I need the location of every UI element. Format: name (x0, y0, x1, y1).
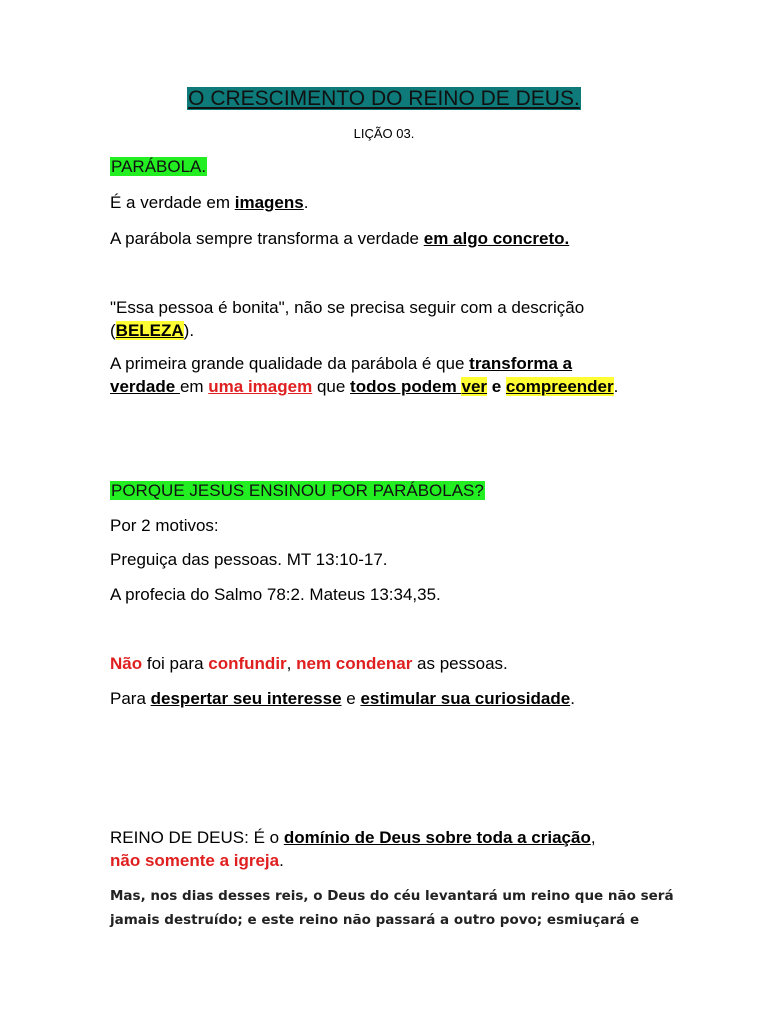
text-span: BELEZA (115, 321, 184, 340)
text-span: em (179, 377, 209, 396)
paragraph-line (110, 297, 584, 319)
text-span: A primeira grande qualidade da parábola é que (110, 354, 470, 373)
paragraph-line (110, 688, 575, 710)
text-span: que (312, 377, 351, 396)
paragraph-line (110, 192, 308, 214)
text-span: Por 2 motivos: (110, 516, 219, 535)
paragraph-line (110, 653, 508, 675)
paragraph-line (110, 320, 194, 342)
text-span: estimular sua curiosidade (360, 689, 571, 708)
paragraph-line (110, 549, 388, 571)
paragraph-line (110, 827, 596, 849)
paragraph-line (110, 228, 569, 250)
text-span: "Essa pessoa é bonita", não se precisa seguir com a descrição (110, 298, 585, 317)
section-heading-why-parables (110, 480, 485, 502)
text-span: domínio de Deus sobre toda a criação (283, 828, 591, 847)
text-span: ( (110, 321, 116, 340)
text-span: . (570, 689, 575, 708)
page-title (0, 86, 768, 112)
text-span: foi para (142, 654, 209, 673)
text-span: . (613, 377, 619, 396)
text-span: . (279, 851, 284, 870)
section-heading-parabola (110, 156, 207, 178)
text-span: ). (183, 321, 195, 340)
paragraph-line (110, 353, 572, 375)
text-span: , (286, 654, 297, 673)
lesson-subtitle: LIÇÃO 03. (353, 126, 415, 141)
text-span: , (590, 828, 596, 847)
text-span: A parábola sempre transforma a verdade (110, 229, 424, 248)
text-span: nem condenar (296, 654, 413, 673)
text-span: PORQUE JESUS ENSINOU POR PARÁBOLAS? (111, 481, 484, 500)
text-span: não somente a igreja (110, 851, 280, 870)
text-span: Para (110, 689, 151, 708)
text-span: despertar seu interesse (150, 689, 342, 708)
text-span: O CRESCIMENTO DO REINO DE DEUS. (188, 87, 580, 110)
text-span: Não (110, 654, 143, 673)
text-span: compreender (505, 377, 614, 396)
text-span: ver (461, 377, 488, 396)
text-span: verdade (110, 377, 180, 396)
text-span: transforma a (469, 354, 573, 373)
text-span: confundir (208, 654, 287, 673)
text-span: REINO DE DEUS: É o (110, 828, 284, 847)
scripture-quote-line: jamais destruído; e este reino não passará a outro povo; esmiuçará e (110, 912, 640, 928)
text-span: imagens (234, 193, 304, 212)
paragraph-line (110, 850, 284, 872)
paragraph-line (110, 515, 219, 537)
text-span: . (303, 193, 309, 212)
text-span: uma imagem (208, 377, 313, 396)
text-span: e (341, 689, 361, 708)
paragraph-line (110, 376, 618, 398)
paragraph-line (110, 584, 441, 606)
text-span: PARÁBOLA. (111, 157, 207, 176)
text-span: A profecia do Salmo 78:2. Mateus 13:34,35. (110, 585, 441, 604)
text-span: em algo concreto. (423, 229, 570, 248)
text-span: as pessoas. (412, 654, 508, 673)
text-span: todos podem (350, 377, 462, 396)
scripture-quote-line: Mas, nos dias desses reis, o Deus do céu levantará um reino que não será (110, 888, 674, 904)
text-span: e (487, 377, 506, 396)
text-span: É a verdade em (110, 193, 235, 212)
text-span: Preguiça das pessoas. MT 13:10-17. (110, 550, 388, 569)
